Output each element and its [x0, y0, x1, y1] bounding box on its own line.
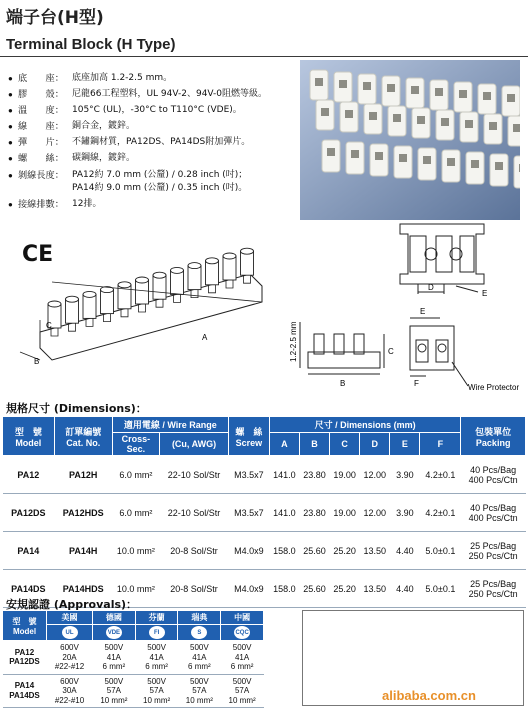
- spec-label: 溫 度：: [18, 105, 64, 117]
- cell-rating: 500V 57A 10 mm²: [135, 674, 178, 708]
- label-c: C: [46, 321, 52, 330]
- spec-value: PA12約 7.0 mm (公釐) / 0.28 inch (吋)； PA14約 9.0 mm (公釐) / 0.35 inch (吋)。: [72, 169, 248, 194]
- bullet-icon: ●: [8, 90, 13, 100]
- col-country: 中國: [221, 611, 264, 625]
- spec-item: [8, 104, 298, 118]
- cell-b: 23.80: [299, 494, 329, 532]
- cell-e: 4.40: [390, 532, 420, 570]
- cell-e: 4.40: [390, 570, 420, 608]
- cell-awg: 22-10 Sol/Str: [160, 494, 229, 532]
- spec-label: 接線排數：: [18, 199, 64, 211]
- cell-a: 141.0: [269, 494, 299, 532]
- table-row: [3, 674, 264, 708]
- cell-a: 158.0: [269, 570, 299, 608]
- col-dims: 尺寸 / Dimensions (mm): [269, 417, 461, 433]
- front-view-drawing: [300, 322, 384, 374]
- col-country: 芬蘭: [135, 611, 178, 625]
- spec-label: 底 座：: [18, 73, 64, 84]
- side-view-drawing: [410, 318, 468, 386]
- spec-item: [8, 198, 298, 212]
- cell-cat: PA14H: [54, 532, 112, 570]
- cell-d: 13.50: [360, 570, 390, 608]
- cell-cross: 6.0 mm²: [112, 494, 159, 532]
- cell-e: 3.90: [390, 456, 420, 494]
- label-d: D: [428, 283, 434, 292]
- cell-c: 25.20: [330, 532, 360, 570]
- bullet-icon: ●: [8, 106, 13, 116]
- bullet-icon: ●: [8, 170, 13, 180]
- cell-cat: PA14HDS: [54, 570, 112, 608]
- approvals-table: [2, 610, 264, 708]
- cell-cat: PA12H: [54, 456, 112, 494]
- spec-value: 12排。: [72, 199, 102, 210]
- col-dim-c: C: [330, 433, 360, 456]
- cell-screw: M3.5x7: [228, 456, 269, 494]
- col-dim-e: E: [390, 433, 420, 456]
- cert-mark-icon: FI: [135, 625, 178, 641]
- page-title-en: Terminal Block (H Type): [6, 36, 176, 53]
- cell-b: 25.60: [299, 570, 329, 608]
- cell-d: 12.00: [360, 494, 390, 532]
- cell-model: PA12: [3, 456, 55, 494]
- cell-model: PA12DS: [3, 494, 55, 532]
- table-row: [3, 494, 526, 532]
- cell-b: 25.60: [299, 532, 329, 570]
- spec-list: [8, 72, 298, 214]
- cell-packing: 25 Pcs/Bag 250 Pcs/Ctn: [461, 570, 526, 608]
- cell-f: 5.0±0.1: [420, 532, 461, 570]
- cell-rating: 600V 30A #22-#10: [47, 674, 93, 708]
- col-dim-b: B: [299, 433, 329, 456]
- cell-f: 5.0±0.1: [420, 570, 461, 608]
- spec-value: 尼龍66工程塑料，UL 94V-2、94V-0阻燃等級。: [72, 89, 268, 100]
- col-dim-a: A: [269, 433, 299, 456]
- cell-a: 158.0: [269, 532, 299, 570]
- label-b2: B: [340, 379, 346, 388]
- cell-rating: 500V 57A 10 mm²: [221, 674, 264, 708]
- cell-cross: 10.0 mm²: [112, 532, 159, 570]
- cell-rating: 500V 41A 6 mm²: [93, 641, 136, 675]
- cell-c: 19.00: [330, 494, 360, 532]
- cell-awg: 20-8 Sol/Str: [160, 570, 229, 608]
- cell-c: 25.20: [330, 570, 360, 608]
- spec-item: [8, 169, 298, 196]
- isometric-block-drawing: [40, 248, 262, 360]
- cell-c: 19.00: [330, 456, 360, 494]
- cell-d: 13.50: [360, 532, 390, 570]
- cell-rating: 600V 20A #22-#12: [47, 641, 93, 675]
- bullet-icon: ●: [8, 74, 13, 83]
- label-b: B: [34, 357, 40, 366]
- watermark: alibaba.com.cn: [382, 688, 476, 703]
- cell-cat: PA12HDS: [54, 494, 112, 532]
- cell-rating: 500V 57A 10 mm²: [93, 674, 136, 708]
- cell-packing: 40 Pcs/Bag 400 Pcs/Ctn: [461, 494, 526, 532]
- cell-packing: 40 Pcs/Bag 400 Pcs/Ctn: [461, 456, 526, 494]
- cell-screw: M4.0x9: [228, 570, 269, 608]
- table-row: [3, 456, 526, 494]
- cell-model: PA14DS: [3, 570, 55, 608]
- col-screw: 螺 絲 Screw: [228, 417, 269, 456]
- bullet-icon: ●: [8, 138, 13, 148]
- bullet-icon: ●: [8, 154, 13, 164]
- col-packing: 包裝單位 Packing: [461, 417, 526, 456]
- title-divider: [0, 56, 528, 57]
- spec-label: 線 座：: [18, 121, 64, 133]
- col-app-model: 型 號 Model: [3, 611, 47, 641]
- col-country: 德國: [93, 611, 136, 625]
- col-cat: 訂單編號 Cat. No.: [54, 417, 112, 456]
- table-row: [3, 532, 526, 570]
- cell-rating: 500V 41A 6 mm²: [135, 641, 178, 675]
- cell-model: PA12 PA12DS: [3, 641, 47, 675]
- cell-cross: 10.0 mm²: [112, 570, 159, 608]
- dimensions-title: 規格尺寸 (Dimensions)：: [6, 402, 147, 415]
- spec-item: [8, 136, 298, 150]
- spec-value: 底座加高 1.2-2.5 mm。: [72, 73, 173, 83]
- bullet-icon: ●: [8, 122, 13, 132]
- cell-rating: 500V 57A 10 mm²: [178, 674, 221, 708]
- bullet-icon: ●: [8, 200, 13, 210]
- col-country: 美國: [47, 611, 93, 625]
- spec-value: 105°C (UL)，-30°C to T110°C (VDE)。: [72, 105, 242, 116]
- col-wire-range: 適用電線 / Wire Range: [112, 417, 228, 433]
- spec-value: 不鏽鋼材質，PA12DS、PA14DS附加彈片。: [72, 137, 251, 148]
- spec-item: [8, 120, 298, 134]
- spec-label: 彈 片：: [18, 137, 64, 149]
- label-wire-protector: Wire Protector: [468, 383, 520, 392]
- top-view-drawing: [400, 224, 484, 294]
- technical-drawing: [0, 222, 528, 398]
- label-e: E: [482, 289, 488, 298]
- label-e2: E: [420, 307, 426, 316]
- cert-mark-icon: UL: [47, 625, 93, 641]
- cert-mark-icon: CQC: [221, 625, 264, 641]
- label-a: A: [202, 333, 208, 342]
- cell-rating: 500V 41A 6 mm²: [221, 641, 264, 675]
- approvals-title: 安規認證 (Approvals)：: [6, 598, 138, 611]
- page-title-cn: 端子台(H型): [6, 8, 104, 28]
- col-awg: (Cu, AWG): [160, 433, 229, 456]
- cell-cross: 6.0 mm²: [112, 456, 159, 494]
- cell-model: PA14 PA14DS: [3, 674, 47, 708]
- cell-a: 141.0: [269, 456, 299, 494]
- spec-item: [8, 72, 298, 86]
- spec-item: [8, 88, 298, 102]
- label-f: F: [414, 379, 419, 388]
- spec-label: 螺 絲：: [18, 153, 64, 165]
- table-row: [3, 641, 264, 675]
- col-cross-sec: Cross-Sec.: [112, 433, 159, 456]
- product-photo: [300, 60, 520, 220]
- label-height: 1.2-2.5 mm: [289, 321, 298, 362]
- cell-screw: M4.0x9: [228, 532, 269, 570]
- cell-screw: M3.5x7: [228, 494, 269, 532]
- cell-b: 23.80: [299, 456, 329, 494]
- cert-mark-icon: S: [178, 625, 221, 641]
- col-model: 型 號 Model: [3, 417, 55, 456]
- spec-item: [8, 152, 298, 166]
- cell-model: PA14: [3, 532, 55, 570]
- label-c2: C: [388, 347, 394, 356]
- spec-value: 銅合金，鍍鋅。: [72, 121, 136, 132]
- spec-value: 碳鋼線，鍍鋅。: [72, 153, 136, 164]
- col-country: 瑞典: [178, 611, 221, 625]
- cell-d: 12.00: [360, 456, 390, 494]
- col-dim-d: D: [360, 433, 390, 456]
- dimensions-table: [2, 416, 526, 608]
- cell-awg: 22-10 Sol/Str: [160, 456, 229, 494]
- cell-f: 4.2±0.1: [420, 456, 461, 494]
- spec-label: 膠 殼：: [18, 89, 64, 101]
- spec-label: 剝線長度：: [18, 169, 64, 181]
- cell-e: 3.90: [390, 494, 420, 532]
- cell-packing: 25 Pcs/Bag 250 Pcs/Ctn: [461, 532, 526, 570]
- cell-rating: 500V 41A 6 mm²: [178, 641, 221, 675]
- ce-mark: CE: [22, 242, 54, 267]
- cell-awg: 20-8 Sol/Str: [160, 532, 229, 570]
- cert-mark-icon: VDE: [93, 625, 136, 641]
- col-dim-f: F: [420, 433, 461, 456]
- cell-f: 4.2±0.1: [420, 494, 461, 532]
